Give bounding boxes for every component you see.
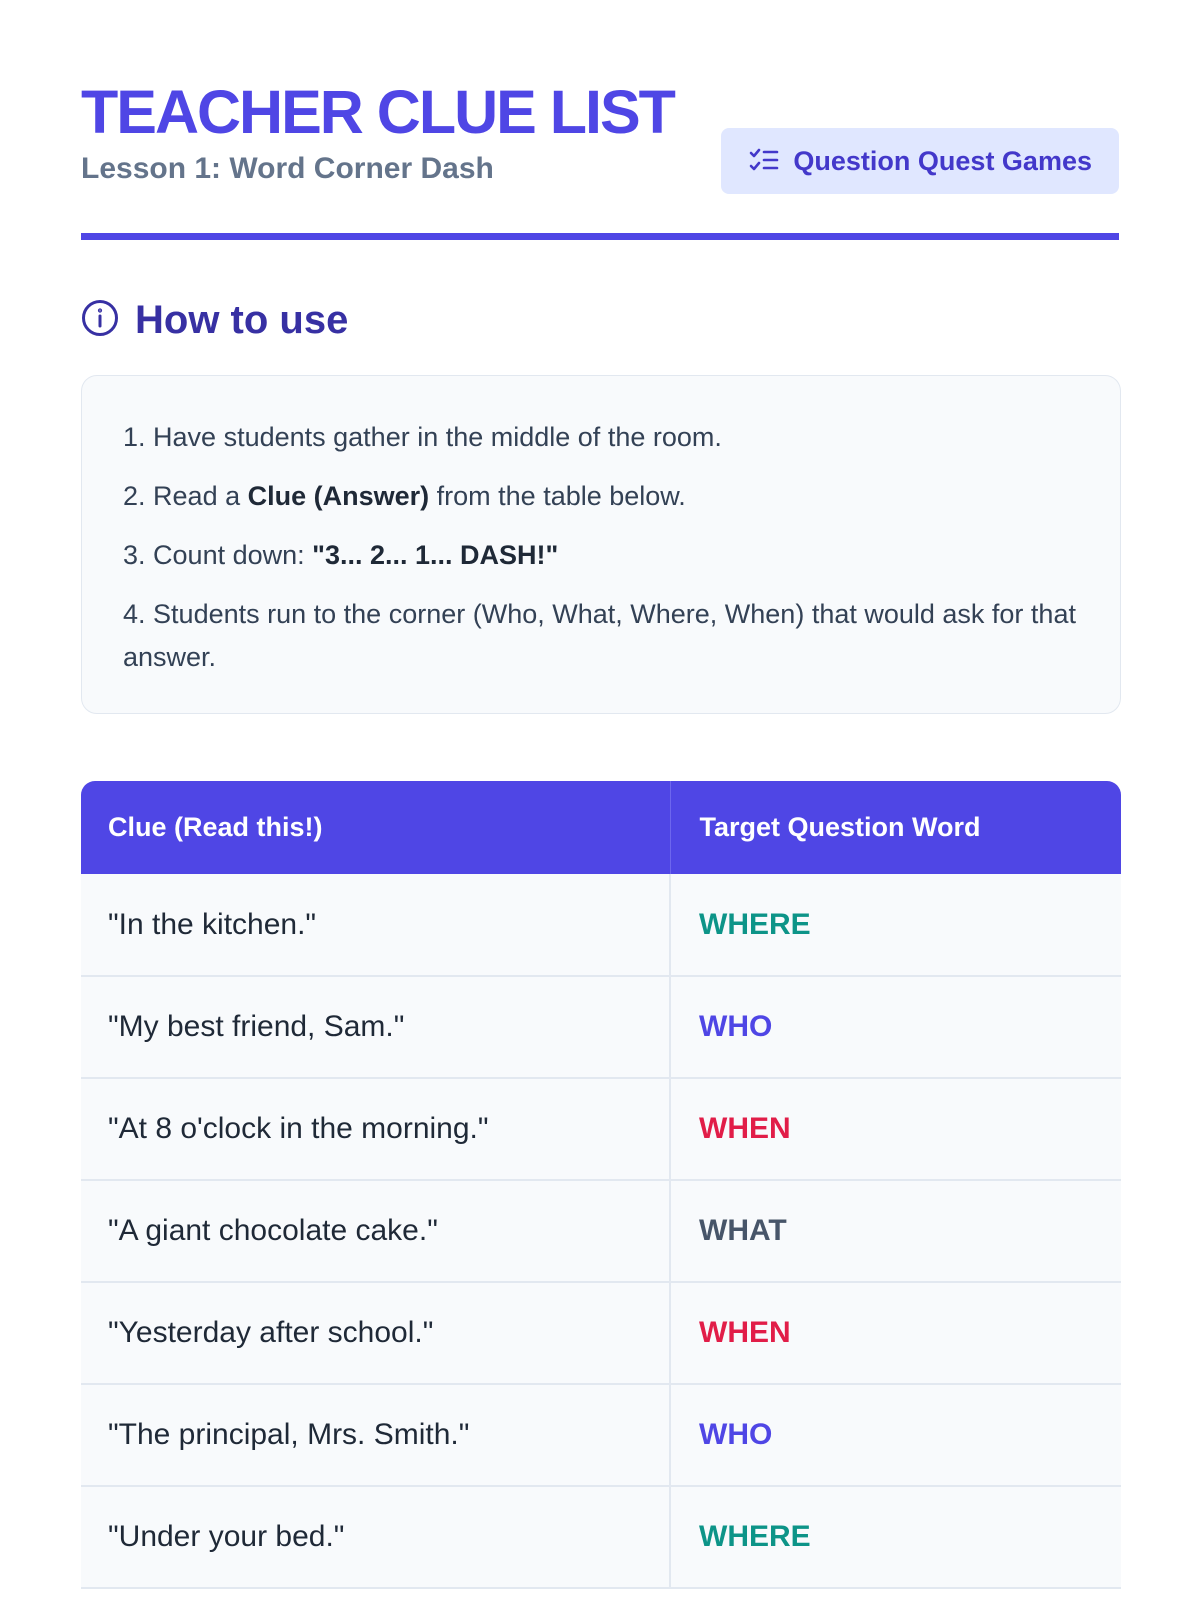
clue-table bbox=[81, 781, 1121, 1589]
target-word-cell: WHEN bbox=[670, 1078, 1121, 1180]
column-header-clue: Clue (Read this!) bbox=[81, 781, 670, 874]
instruction-step: 2. Read a Clue (Answer) from the table below. bbox=[123, 481, 686, 511]
table-row bbox=[81, 976, 1121, 1078]
clue-cell: "At 8 o'clock in the morning." bbox=[81, 1078, 670, 1180]
instruction-step: 4. Students run to the corner (Who, What, Where, When) that would ask for that answer. bbox=[123, 599, 1076, 672]
checklist-icon bbox=[749, 148, 779, 174]
table-row bbox=[81, 1078, 1121, 1180]
column-header-target-word: Target Question Word bbox=[670, 781, 1121, 874]
clue-cell: "Yesterday after school." bbox=[81, 1282, 670, 1384]
clue-cell: "The principal, Mrs. Smith." bbox=[81, 1384, 670, 1486]
target-word-cell: WHERE bbox=[670, 874, 1121, 976]
info-icon bbox=[81, 299, 119, 342]
instruction-step: 3. Count down: "3... 2... 1... DASH!" bbox=[123, 540, 559, 570]
target-word-cell: WHEN bbox=[670, 1282, 1121, 1384]
target-word-cell: WHO bbox=[670, 976, 1121, 1078]
table-row bbox=[81, 874, 1121, 976]
table-header-row bbox=[81, 781, 1121, 874]
table-row bbox=[81, 1384, 1121, 1486]
target-word-cell: WHO bbox=[670, 1384, 1121, 1486]
section-title: How to use bbox=[135, 298, 349, 342]
table-row bbox=[81, 1282, 1121, 1384]
instruction-step: 1. Have students gather in the middle of the room. bbox=[123, 422, 722, 452]
lesson-subtitle: Lesson 1: Word Corner Dash bbox=[81, 152, 494, 185]
table-row bbox=[81, 1486, 1121, 1588]
page-title: TEACHER CLUE LIST bbox=[81, 78, 674, 146]
brand-label: Question Quest Games bbox=[793, 145, 1092, 176]
brand-badge bbox=[721, 128, 1119, 194]
target-word-cell: WHERE bbox=[670, 1486, 1121, 1588]
clue-cell: "Under your bed." bbox=[81, 1486, 670, 1588]
target-word-cell: WHAT bbox=[670, 1180, 1121, 1282]
page-header bbox=[81, 0, 1119, 240]
clue-cell: "My best friend, Sam." bbox=[81, 976, 670, 1078]
how-to-use-heading bbox=[81, 297, 348, 343]
clue-cell: "A giant chocolate cake." bbox=[81, 1180, 670, 1282]
instructions-box bbox=[81, 375, 1121, 714]
table-row bbox=[81, 1180, 1121, 1282]
clue-cell: "In the kitchen." bbox=[81, 874, 670, 976]
